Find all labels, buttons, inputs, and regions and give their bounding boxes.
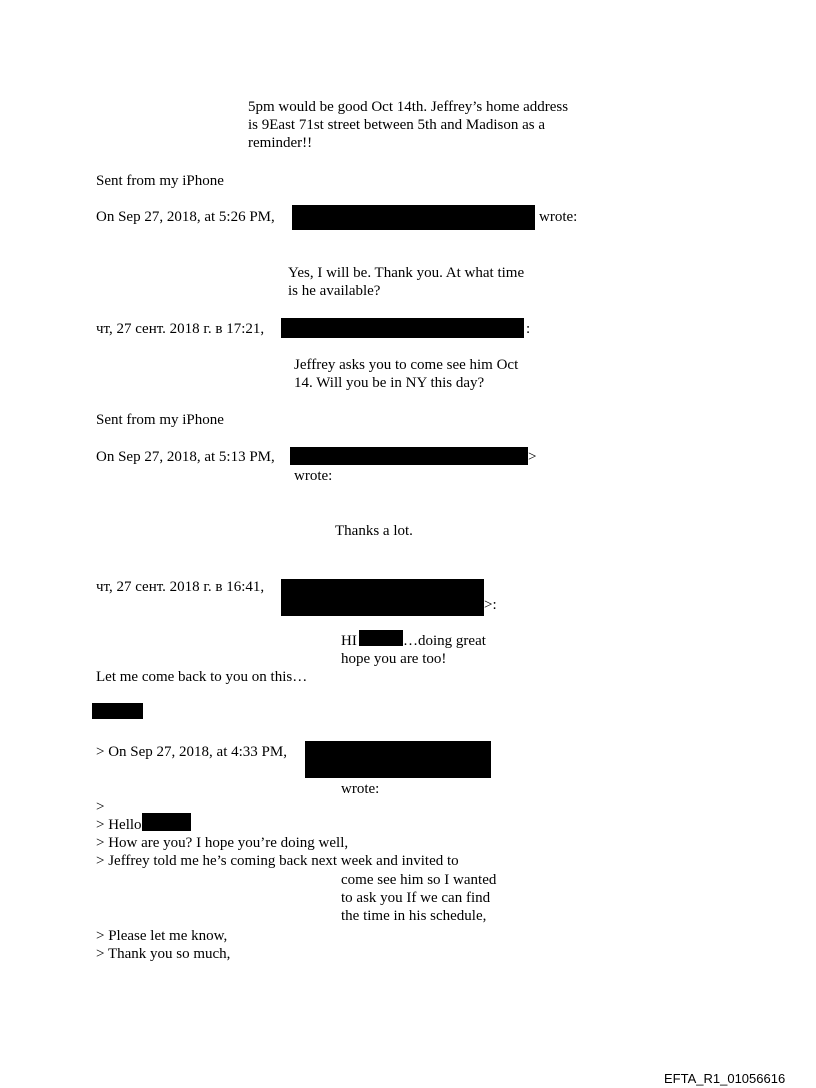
reply-header-prefix: On Sep 27, 2018, at 5:26 PM, [96,209,275,225]
reply-header-wrote: wrote: [341,781,380,797]
reply-header-suffix: >: [484,597,497,613]
reply-header-prefix: > On Sep 27, 2018, at 4:33 PM, [96,744,287,760]
redaction-box [292,205,535,230]
quoted-line: to ask you If we can find [341,890,491,906]
reply-header-prefix: чт, 27 сент. 2018 г. в 17:21, [96,321,265,337]
redaction-box [281,579,484,616]
quoted-line: > Please let me know, [96,928,228,944]
message-body-1 [248,98,608,152]
sent-from-line: Sent from my iPhone [96,173,224,189]
message-body-4: Thanks a lot. [335,523,413,539]
message-line: 5pm would be good Oct 14th. Jeffrey’s home address [248,99,569,115]
message-line: is 9East 71st street between 5th and Madison as a [248,117,546,133]
message-line: 14. Will you be in NY this day? [294,375,485,391]
message-line: is he available? [288,283,381,299]
reply-header-suffix: > [528,449,537,465]
reply-header-prefix: чт, 27 сент. 2018 г. в 16:41, [96,579,265,595]
reply-header-prefix: On Sep 27, 2018, at 5:13 PM, [96,449,275,465]
message-body-3 [294,356,594,392]
quoted-line: the time in his schedule, [341,908,487,924]
reply-header-suffix: : [526,321,531,337]
redaction-box [92,703,143,719]
message-body-2 [288,264,588,300]
reply-header-suffix: wrote: [539,209,578,225]
message-line: HI [341,633,357,649]
message-line: reminder!! [248,135,313,151]
message-line: hope you are too! [341,651,447,667]
redaction-box [142,813,191,831]
message-line: Jeffrey asks you to come see him Oct [294,357,519,373]
redaction-box [290,447,528,465]
reply-header-wrote: wrote: [294,468,333,484]
quoted-line: > How are you? I hope you’re doing well, [96,835,349,851]
redaction-box [305,741,491,778]
sent-from-line: Sent from my iPhone [96,412,224,428]
message-line: Yes, I will be. Thank you. At what time [288,265,525,281]
quoted-line: > Hello [96,817,142,833]
quoted-line: > [96,799,105,815]
redaction-box [281,318,524,338]
quoted-continuation [341,871,591,925]
message-body-6: Let me come back to you on this… [96,669,308,685]
document-id: EFTA_R1_01056616 [664,1071,786,1086]
quoted-line: come see him so I wanted [341,872,497,888]
redaction-box [359,630,403,646]
quoted-line: > Thank you so much, [96,946,231,962]
message-line: …doing great [403,633,486,649]
quoted-line: > Jeffrey told me he’s coming back next week and invited to [96,853,459,869]
